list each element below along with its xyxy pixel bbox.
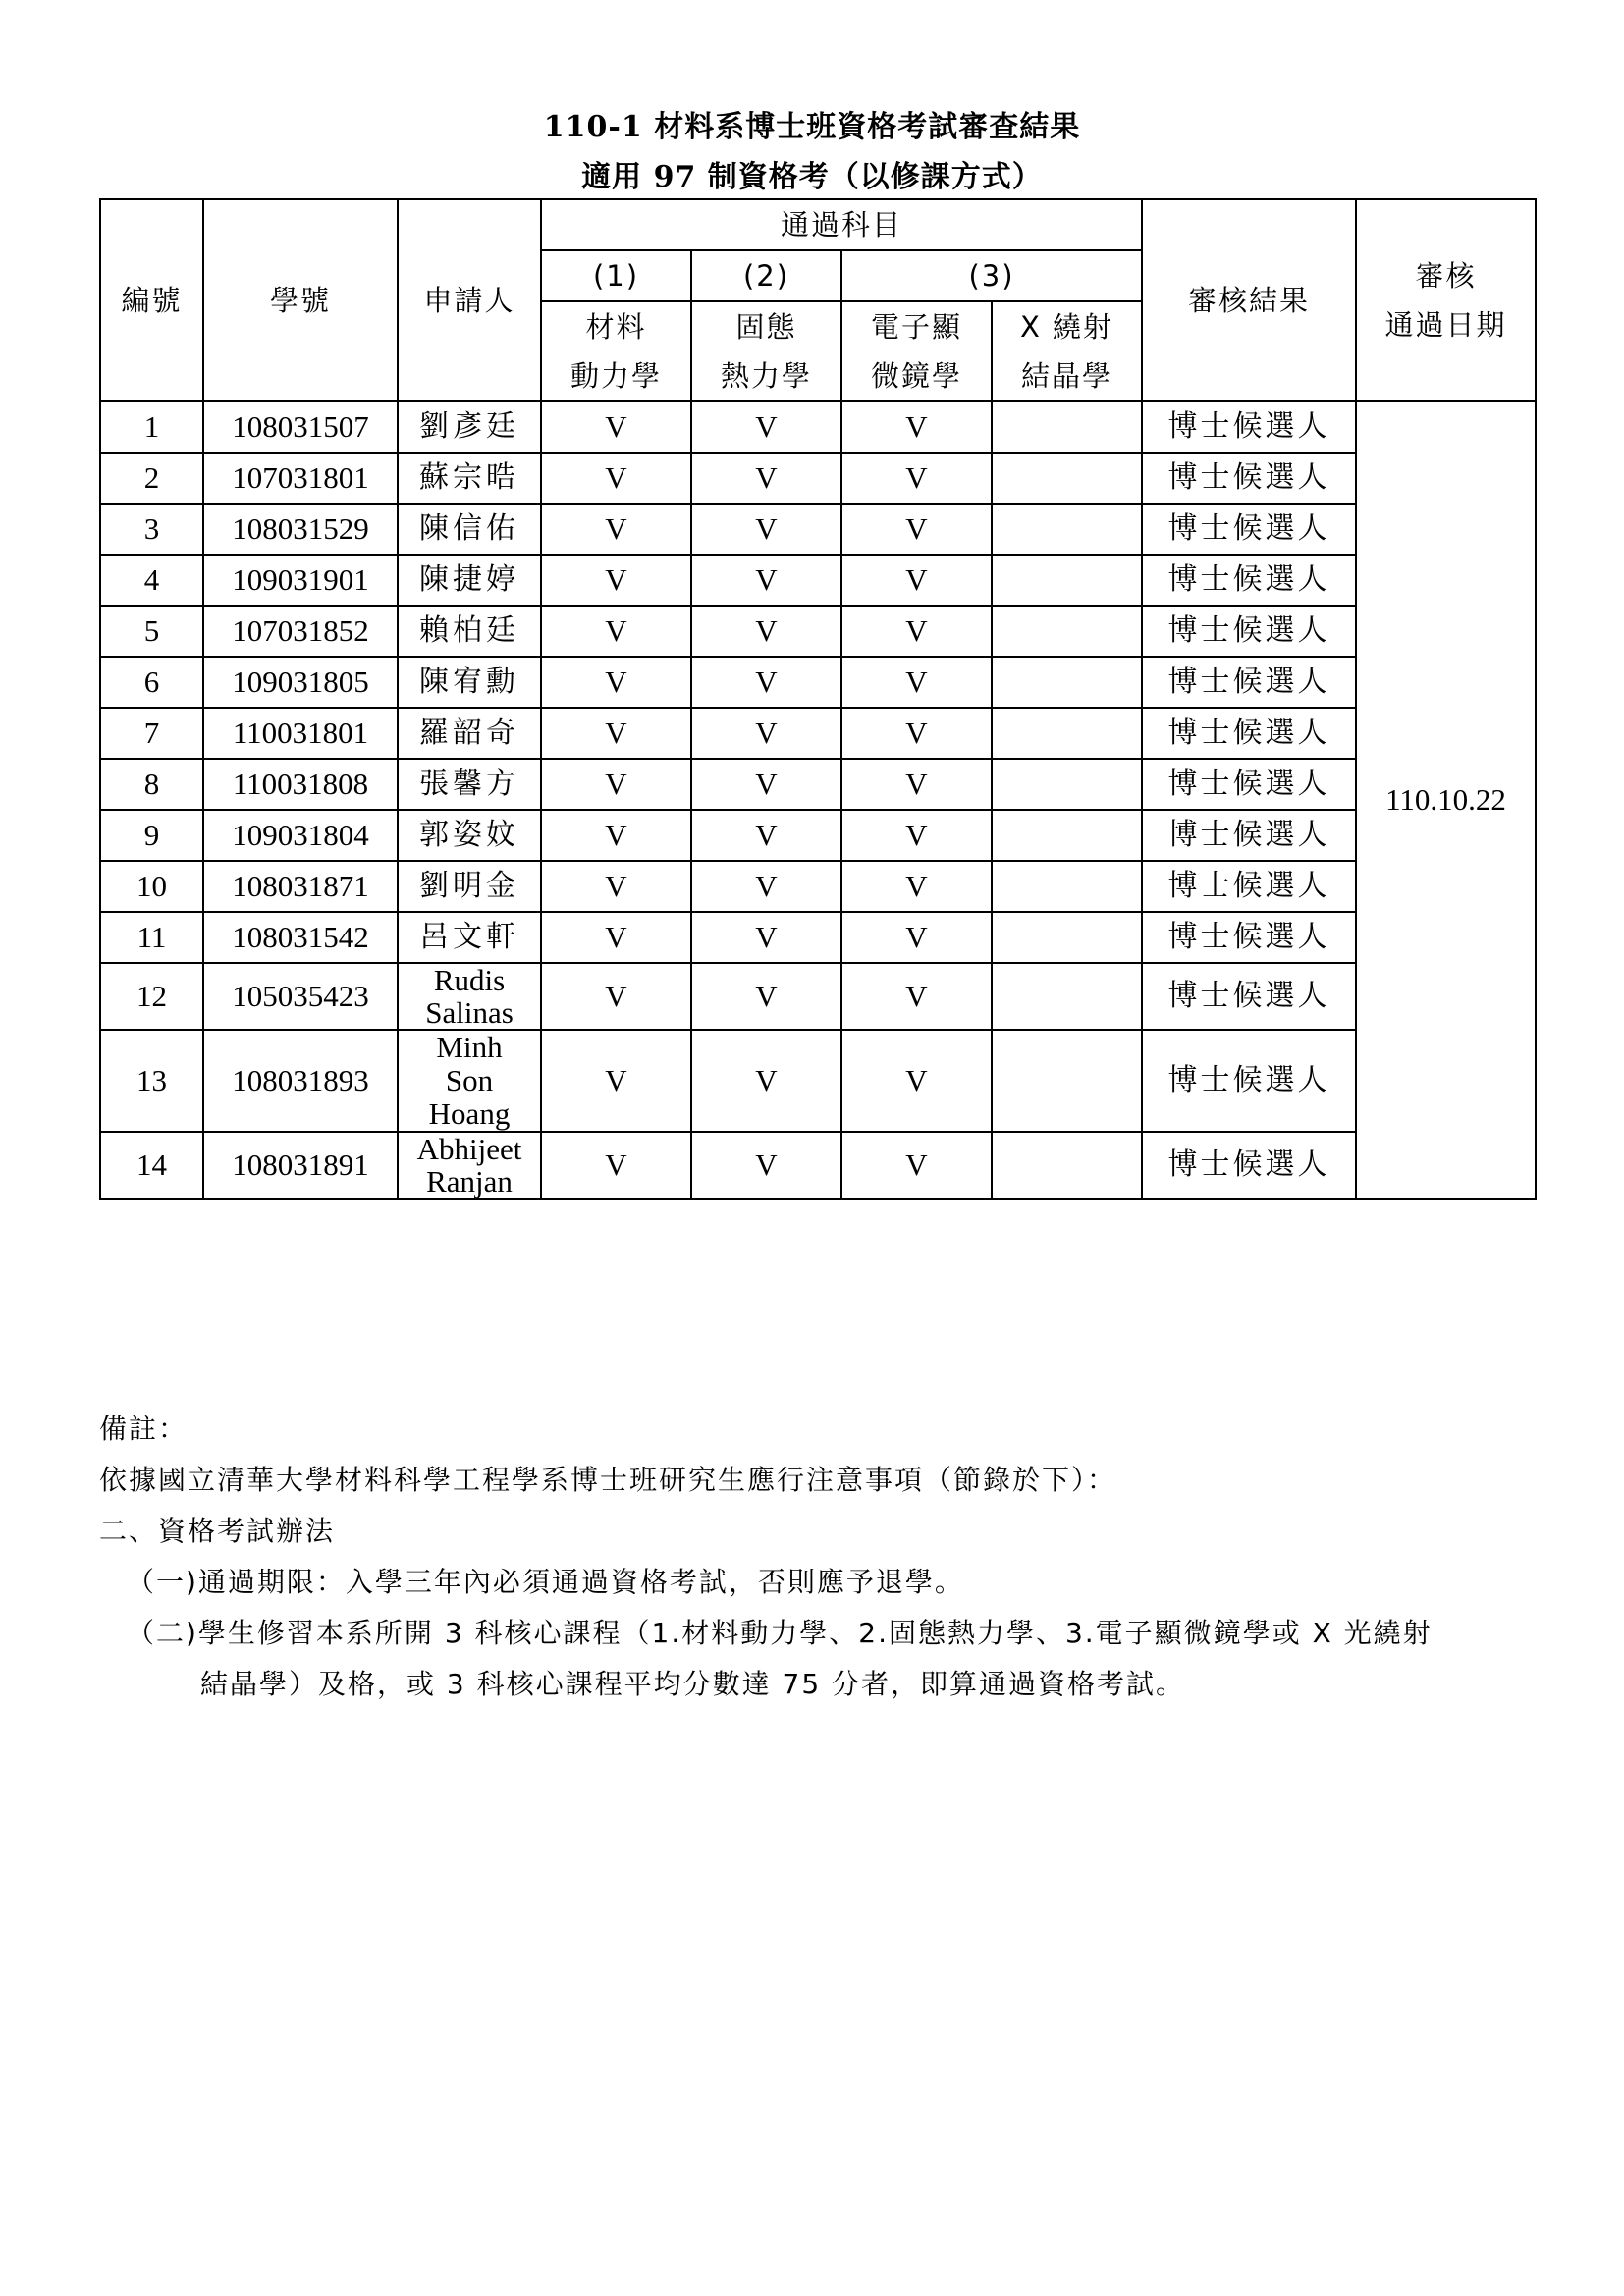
cell-approval-date: 110.10.22 bbox=[1356, 401, 1536, 1199]
applicant-name-part: Abhijeet bbox=[416, 1132, 522, 1166]
cell-subject-3b bbox=[992, 861, 1142, 912]
cell-applicant bbox=[398, 657, 541, 708]
cell-subject-3a: V bbox=[841, 1132, 992, 1199]
table-row bbox=[100, 401, 1536, 453]
cell-no: 3 bbox=[100, 504, 203, 555]
cell-student-id: 108031507 bbox=[203, 401, 398, 453]
header-applicant: 申請人 bbox=[398, 199, 541, 401]
table-header bbox=[100, 199, 1536, 401]
cell-student-id: 108031871 bbox=[203, 861, 398, 912]
table-row bbox=[100, 606, 1536, 657]
header-date bbox=[1356, 199, 1536, 401]
cell-no: 1 bbox=[100, 401, 203, 453]
notes-line-3: （一)通過期限：入學三年內必須通過資格考試，否則應予退學。 bbox=[127, 1566, 964, 1598]
header-subject-2-line2: 熱力學 bbox=[720, 359, 812, 393]
cell-subject-2: V bbox=[691, 912, 841, 963]
notes-line-1: 依據國立清華大學材料科學工程學系博士班研究生應行注意事項（節錄於下）： bbox=[99, 1464, 1117, 1496]
cell-no: 6 bbox=[100, 657, 203, 708]
header-subject-3b bbox=[992, 301, 1142, 401]
cell-no: 2 bbox=[100, 453, 203, 504]
cell-result: 博士候選人 bbox=[1142, 861, 1356, 912]
applicant-name-part: 陳信佑 bbox=[419, 511, 519, 546]
cell-subject-2: V bbox=[691, 810, 841, 861]
results-table bbox=[99, 198, 1537, 1200]
applicant-name-part: Hoang bbox=[428, 1096, 511, 1131]
cell-subject-3a: V bbox=[841, 657, 992, 708]
cell-result: 博士候選人 bbox=[1142, 1030, 1356, 1132]
cell-student-id: 109031901 bbox=[203, 555, 398, 606]
applicant-name-part: Rudis bbox=[433, 963, 506, 997]
cell-subject-3a: V bbox=[841, 401, 992, 453]
cell-result: 博士候選人 bbox=[1142, 606, 1356, 657]
applicant-name-part: 陳捷婷 bbox=[419, 562, 519, 597]
cell-subject-3b bbox=[992, 555, 1142, 606]
applicant-name-part: 羅韶奇 bbox=[419, 716, 519, 750]
header-subject-3-no: (3) bbox=[841, 250, 1142, 301]
cell-subject-1: V bbox=[541, 759, 691, 810]
cell-student-id: 105035423 bbox=[203, 963, 398, 1030]
header-date-line1: 審核 bbox=[1415, 259, 1477, 293]
cell-subject-2: V bbox=[691, 504, 841, 555]
applicant-name-part: 賴柏廷 bbox=[419, 614, 519, 648]
cell-student-id: 108031891 bbox=[203, 1132, 398, 1199]
cell-subject-3a: V bbox=[841, 708, 992, 759]
cell-subject-3a: V bbox=[841, 810, 992, 861]
cell-student-id: 110031808 bbox=[203, 759, 398, 810]
cell-subject-3b bbox=[992, 453, 1142, 504]
header-subject-2-line1: 固態 bbox=[735, 310, 797, 344]
cell-subject-1: V bbox=[541, 453, 691, 504]
cell-subject-3b bbox=[992, 708, 1142, 759]
table-row bbox=[100, 708, 1536, 759]
cell-no: 9 bbox=[100, 810, 203, 861]
applicant-name-part: 郭姿妏 bbox=[419, 818, 519, 852]
cell-subject-1: V bbox=[541, 810, 691, 861]
notes-heading: 備註： bbox=[99, 1413, 189, 1445]
cell-subject-1: V bbox=[541, 708, 691, 759]
cell-applicant bbox=[398, 504, 541, 555]
cell-no: 10 bbox=[100, 861, 203, 912]
cell-subject-2: V bbox=[691, 708, 841, 759]
cell-subject-3a: V bbox=[841, 504, 992, 555]
cell-subject-1: V bbox=[541, 555, 691, 606]
applicant-name-part: 陳宥勳 bbox=[419, 665, 519, 699]
cell-subject-2: V bbox=[691, 453, 841, 504]
header-subject-3b-line1: X 繞射 bbox=[1019, 310, 1114, 344]
cell-subject-3a: V bbox=[841, 555, 992, 606]
cell-subject-3a: V bbox=[841, 1030, 992, 1132]
cell-result: 博士候選人 bbox=[1142, 453, 1356, 504]
cell-no: 14 bbox=[100, 1132, 203, 1199]
cell-subject-3a: V bbox=[841, 912, 992, 963]
cell-applicant bbox=[398, 1132, 541, 1199]
cell-result: 博士候選人 bbox=[1142, 504, 1356, 555]
cell-subject-3a: V bbox=[841, 606, 992, 657]
applicant-name-part: 張馨方 bbox=[419, 767, 519, 801]
cell-subject-2: V bbox=[691, 401, 841, 453]
table-row bbox=[100, 759, 1536, 810]
cell-result: 博士候選人 bbox=[1142, 657, 1356, 708]
cell-subject-1: V bbox=[541, 401, 691, 453]
table-row bbox=[100, 453, 1536, 504]
cell-subject-2: V bbox=[691, 657, 841, 708]
header-result: 審核結果 bbox=[1142, 199, 1356, 401]
applicant-name-part: Ranjan bbox=[426, 1164, 513, 1199]
header-subject-3a bbox=[841, 301, 992, 401]
cell-subject-3b bbox=[992, 810, 1142, 861]
cell-subject-3b bbox=[992, 1030, 1142, 1132]
table-row bbox=[100, 1132, 1536, 1199]
cell-applicant bbox=[398, 453, 541, 504]
cell-no: 12 bbox=[100, 963, 203, 1030]
cell-subject-2: V bbox=[691, 555, 841, 606]
cell-subject-2: V bbox=[691, 1030, 841, 1132]
cell-no: 7 bbox=[100, 708, 203, 759]
notes-section bbox=[99, 1404, 1543, 1710]
header-subject-2 bbox=[691, 301, 841, 401]
applicant-name-part: 劉明金 bbox=[419, 869, 519, 903]
header-subject-1-line1: 材料 bbox=[585, 310, 647, 344]
cell-subject-1: V bbox=[541, 963, 691, 1030]
cell-subject-3b bbox=[992, 657, 1142, 708]
cell-no: 11 bbox=[100, 912, 203, 963]
notes-line-2: 二、資格考試辦法 bbox=[99, 1515, 336, 1547]
cell-result: 博士候選人 bbox=[1142, 963, 1356, 1030]
table-row bbox=[100, 963, 1536, 1030]
cell-subject-1: V bbox=[541, 861, 691, 912]
cell-applicant bbox=[398, 401, 541, 453]
cell-student-id: 108031529 bbox=[203, 504, 398, 555]
header-no: 編號 bbox=[100, 199, 203, 401]
cell-subject-3a: V bbox=[841, 963, 992, 1030]
cell-applicant bbox=[398, 912, 541, 963]
cell-applicant bbox=[398, 759, 541, 810]
cell-result: 博士候選人 bbox=[1142, 401, 1356, 453]
table-row bbox=[100, 555, 1536, 606]
cell-student-id: 110031801 bbox=[203, 708, 398, 759]
notes-line-4: （二)學生修習本系所開 3 科核心課程（1.材料動力學、2.固態熱力學、3.電子顯微鏡學或 X 光繞射 bbox=[127, 1617, 1433, 1649]
cell-student-id: 107031801 bbox=[203, 453, 398, 504]
table-row bbox=[100, 912, 1536, 963]
applicant-name-part: 呂文軒 bbox=[419, 920, 519, 954]
header-subject-2-no: (2) bbox=[691, 250, 841, 301]
applicant-name-part: 蘇宗晧 bbox=[419, 460, 519, 495]
cell-subject-3b bbox=[992, 1132, 1142, 1199]
cell-subject-3a: V bbox=[841, 453, 992, 504]
cell-student-id: 109031804 bbox=[203, 810, 398, 861]
table-body bbox=[100, 401, 1536, 1199]
header-subject-3a-line1: 電子顯 bbox=[870, 310, 962, 344]
cell-subject-1: V bbox=[541, 657, 691, 708]
cell-subject-1: V bbox=[541, 1132, 691, 1199]
cell-subject-3a: V bbox=[841, 861, 992, 912]
cell-no: 8 bbox=[100, 759, 203, 810]
cell-applicant bbox=[398, 861, 541, 912]
cell-applicant bbox=[398, 810, 541, 861]
cell-subject-3b bbox=[992, 963, 1142, 1030]
applicant-name-part: Minh bbox=[436, 1030, 503, 1064]
applicant-name-part: Salinas bbox=[425, 995, 514, 1030]
cell-subject-3b bbox=[992, 759, 1142, 810]
table-row bbox=[100, 657, 1536, 708]
cell-result: 博士候選人 bbox=[1142, 708, 1356, 759]
cell-subject-2: V bbox=[691, 606, 841, 657]
header-subject-3a-line2: 微鏡學 bbox=[870, 359, 962, 393]
cell-student-id: 108031893 bbox=[203, 1030, 398, 1132]
document-subtitle: 適用 97 制資格考（以修課方式） bbox=[581, 160, 1043, 194]
cell-applicant bbox=[398, 1030, 541, 1132]
cell-student-id: 107031852 bbox=[203, 606, 398, 657]
table-row bbox=[100, 810, 1536, 861]
table-row bbox=[100, 1030, 1536, 1132]
cell-applicant bbox=[398, 555, 541, 606]
header-passed-subjects: 通過科目 bbox=[541, 199, 1142, 250]
header-subject-1-no: (1) bbox=[541, 250, 691, 301]
document-title: 110-1 材料系博士班資格考試審查結果 bbox=[543, 110, 1081, 144]
cell-subject-1: V bbox=[541, 504, 691, 555]
cell-subject-1: V bbox=[541, 1030, 691, 1132]
applicant-name-part: 劉彥廷 bbox=[419, 409, 519, 444]
cell-subject-2: V bbox=[691, 1132, 841, 1199]
table-row bbox=[100, 861, 1536, 912]
header-date-line2: 通過日期 bbox=[1384, 308, 1507, 342]
applicant-name-part: Son bbox=[445, 1063, 494, 1097]
cell-applicant bbox=[398, 708, 541, 759]
header-student-id: 學號 bbox=[203, 199, 398, 401]
header-subject-3b-line2: 結晶學 bbox=[1021, 359, 1113, 393]
cell-result: 博士候選人 bbox=[1142, 912, 1356, 963]
cell-result: 博士候選人 bbox=[1142, 1132, 1356, 1199]
cell-subject-2: V bbox=[691, 963, 841, 1030]
cell-applicant bbox=[398, 606, 541, 657]
cell-subject-3b bbox=[992, 401, 1142, 453]
header-subject-1-line2: 動力學 bbox=[569, 359, 662, 393]
header-subject-1 bbox=[541, 301, 691, 401]
cell-applicant bbox=[398, 963, 541, 1030]
cell-subject-3a: V bbox=[841, 759, 992, 810]
cell-subject-3b bbox=[992, 504, 1142, 555]
table-row bbox=[100, 504, 1536, 555]
cell-subject-1: V bbox=[541, 606, 691, 657]
cell-no: 5 bbox=[100, 606, 203, 657]
cell-result: 博士候選人 bbox=[1142, 759, 1356, 810]
cell-student-id: 109031805 bbox=[203, 657, 398, 708]
cell-result: 博士候選人 bbox=[1142, 810, 1356, 861]
cell-subject-3b bbox=[992, 912, 1142, 963]
cell-subject-1: V bbox=[541, 912, 691, 963]
cell-no: 4 bbox=[100, 555, 203, 606]
cell-result: 博士候選人 bbox=[1142, 555, 1356, 606]
cell-no: 13 bbox=[100, 1030, 203, 1132]
cell-subject-2: V bbox=[691, 759, 841, 810]
notes-line-5: 結晶學）及格，或 3 科核心課程平均分數達 75 分者，即算通過資格考試。 bbox=[200, 1668, 1186, 1700]
cell-subject-2: V bbox=[691, 861, 841, 912]
cell-subject-3b bbox=[992, 606, 1142, 657]
cell-student-id: 108031542 bbox=[203, 912, 398, 963]
